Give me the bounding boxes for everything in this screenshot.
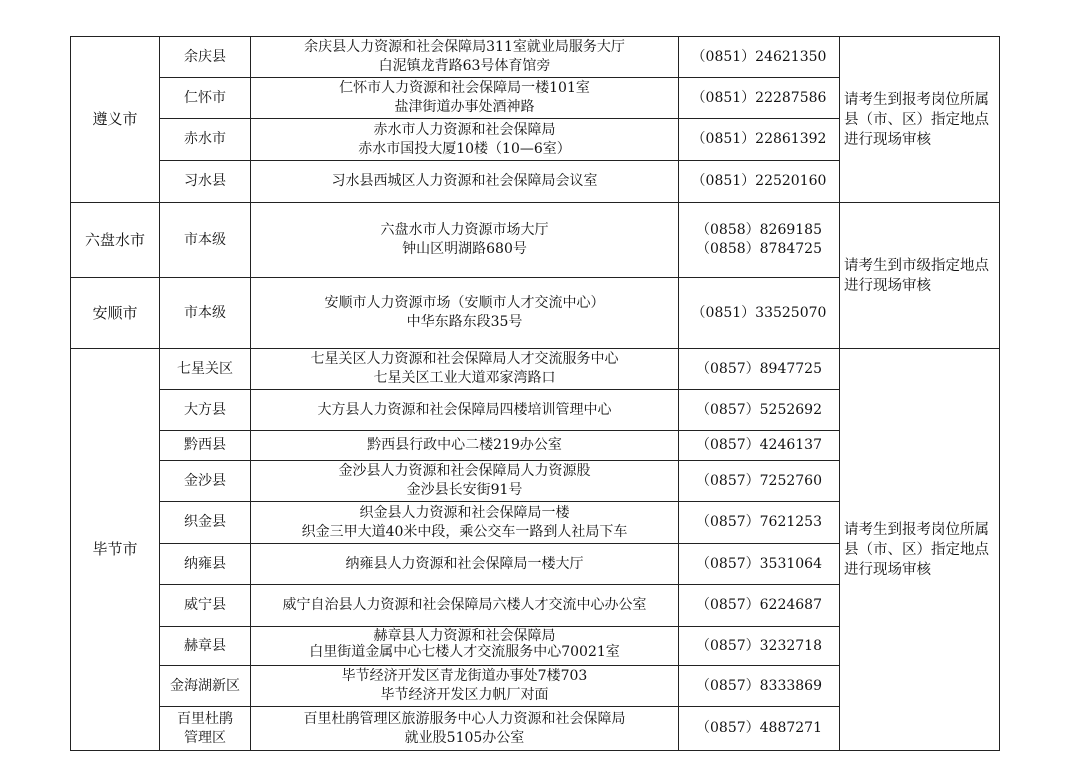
phone-cell: （0851）24621350 xyxy=(679,37,840,78)
clipped-address: 赫章县人力资源和社会保障局 白里街道金属中心七楼人才交流服务中心70021室 xyxy=(309,628,620,660)
address-cell: 习水县西城区人力资源和社会保障局会议室 xyxy=(251,161,679,203)
phone-cell: （0851）33525070 xyxy=(679,278,840,349)
phone-cell: （0858）8269185 （0858）8784725 xyxy=(679,203,840,278)
address-cell: 毕节经济开发区青龙街道办事处7楼703 毕节经济开发区力帆厂对面 xyxy=(251,666,679,707)
address-cell: 纳雍县人力资源和社会保障局一楼大厅 xyxy=(251,544,679,585)
note-cell: 请考生到报考岗位所属县（市、区）指定地点进行现场审核 xyxy=(840,349,1000,751)
phone-cell: （0851）22520160 xyxy=(679,161,840,203)
county-cell: 市本级 xyxy=(160,203,251,278)
address-cell: 百里杜鹃管理区旅游服务中心人力资源和社会保障局 就业股5105办公室 xyxy=(251,707,679,751)
address-cell: 仁怀市人力资源和社会保障局一楼101室 盐津街道办事处酒神路 xyxy=(251,78,679,119)
table-row xyxy=(71,37,1000,78)
county-cell: 赫章县 xyxy=(160,627,251,666)
address-cell: 威宁自治县人力资源和社会保障局六楼人才交流中心办公室 xyxy=(251,585,679,627)
county-cell: 百里杜鹃 管理区 xyxy=(160,707,251,751)
address-cell: 赤水市人力资源和社会保障局 赤水市国投大厦10楼（10—6室） xyxy=(251,119,679,161)
county-cell: 威宁县 xyxy=(160,585,251,627)
table-row xyxy=(71,349,1000,390)
county-cell: 金海湖新区 xyxy=(160,666,251,707)
phone-cell: （0857）8333869 xyxy=(679,666,840,707)
city-cell: 遵义市 xyxy=(71,37,160,203)
review-location-table xyxy=(70,36,1000,751)
county-cell: 织金县 xyxy=(160,502,251,544)
phone-cell: （0851）22287586 xyxy=(679,78,840,119)
phone-cell: （0857）4887271 xyxy=(679,707,840,751)
county-cell: 赤水市 xyxy=(160,119,251,161)
note-cell: 请考生到报考岗位所属县（市、区）指定地点进行现场审核 xyxy=(840,37,1000,203)
address-cell xyxy=(251,627,679,666)
address-cell: 大方县人力资源和社会保障局四楼培训管理中心 xyxy=(251,390,679,431)
address-cell: 余庆县人力资源和社会保障局311室就业局服务大厅 白泥镇龙背路63号体育馆旁 xyxy=(251,37,679,78)
county-cell: 习水县 xyxy=(160,161,251,203)
county-cell: 七星关区 xyxy=(160,349,251,390)
phone-cell: （0857）3531064 xyxy=(679,544,840,585)
phone-cell: （0857）3232718 xyxy=(679,627,840,666)
phone-cell: （0857）7252760 xyxy=(679,461,840,502)
city-cell: 六盘水市 xyxy=(71,203,160,278)
county-cell: 余庆县 xyxy=(160,37,251,78)
phone-cell: （0857）8947725 xyxy=(679,349,840,390)
address-cell: 七星关区人力资源和社会保障局人才交流服务中心 七星关区工业大道邓家湾路口 xyxy=(251,349,679,390)
phone-cell: （0857）7621253 xyxy=(679,502,840,544)
phone-cell: （0857）6224687 xyxy=(679,585,840,627)
county-cell: 纳雍县 xyxy=(160,544,251,585)
county-cell: 市本级 xyxy=(160,278,251,349)
address-cell: 安顺市人力资源市场（安顺市人才交流中心） 中华东路东段35号 xyxy=(251,278,679,349)
table-row xyxy=(71,203,1000,278)
county-cell: 金沙县 xyxy=(160,461,251,502)
phone-cell: （0857）5252692 xyxy=(679,390,840,431)
county-cell: 大方县 xyxy=(160,390,251,431)
county-cell: 黔西县 xyxy=(160,431,251,461)
address-cell: 织金县人力资源和社会保障局一楼 织金三甲大道40米中段，乘公交车一路到人社局下车 xyxy=(251,502,679,544)
address-cell: 金沙县人力资源和社会保障局人力资源股 金沙县长安街91号 xyxy=(251,461,679,502)
city-cell: 安顺市 xyxy=(71,278,160,349)
note-cell: 请考生到市级指定地点进行现场审核 xyxy=(840,203,1000,349)
address-cell: 六盘水市人力资源市场大厅 钟山区明湖路680号 xyxy=(251,203,679,278)
county-cell: 仁怀市 xyxy=(160,78,251,119)
city-cell: 毕节市 xyxy=(71,349,160,751)
phone-cell: （0851）22861392 xyxy=(679,119,840,161)
phone-cell: （0857）4246137 xyxy=(679,431,840,461)
address-cell: 黔西县行政中心二楼219办公室 xyxy=(251,431,679,461)
